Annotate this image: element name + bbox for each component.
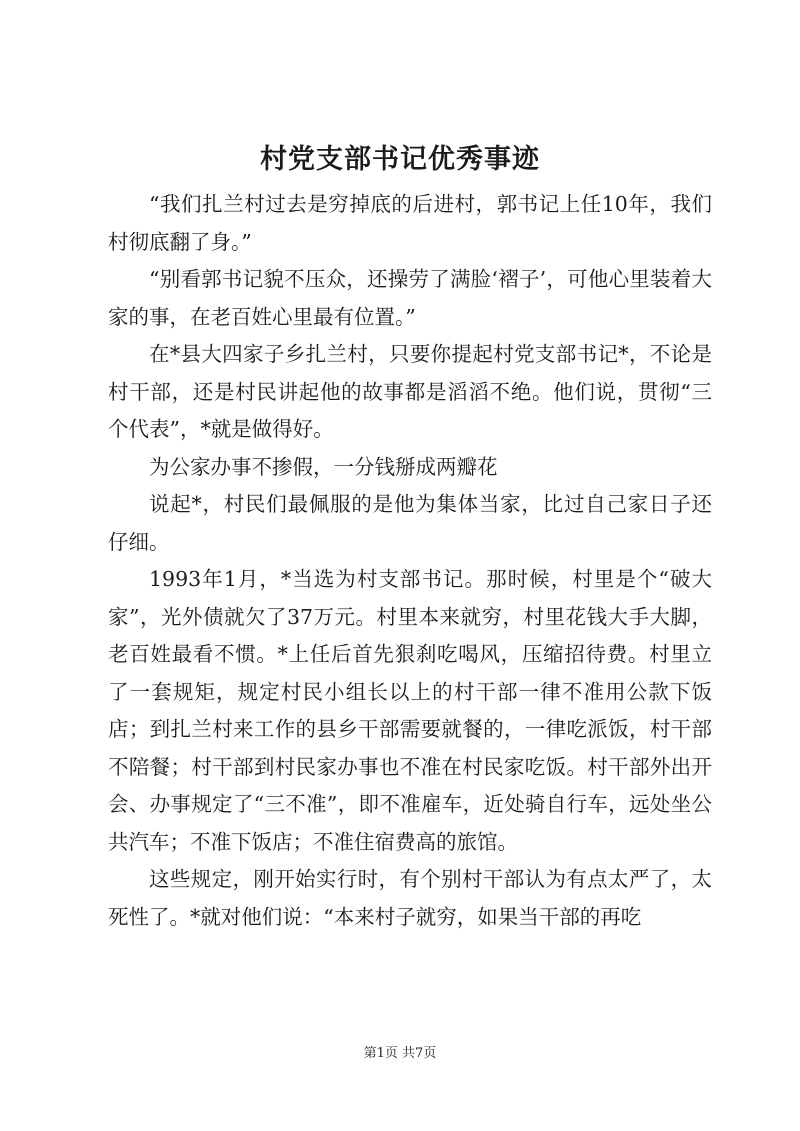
- page-footer: 第1页 共7页: [363, 1046, 437, 1061]
- paragraph-body-2: 1993年1月，*当选为村支部书记。那时候，村里是个“破大家”，光外债就欠了37万元。村里本来就穷，村里花钱大手大脚，老百姓最看不惯。*上任后首先狠刹吃喝风，压缩招待费。村里立了一套规矩，规定村民小组长以上的村干部一律不准用公款下饭店；到扎兰村来工作的县乡干部需要就餐的，一律吃派饭，村干部不陪餐；村干部到村民家办事也不准在村民家吃饭。村干部外出开会、办事规定了“三不准”，即不准雇车，近处骑自行车，远处坐公共汽车；不准下饭店；不准住宿费高的旅馆。: [108, 567, 712, 854]
- paragraph-quote-2: “别看郭书记貌不压众，还操劳了满脸‘褶子’，可他心里装着大家的事，在老百姓心里最有位置。”: [108, 267, 712, 329]
- section-heading: 为公家办事不掺假，一分钱掰成两瓣花: [149, 454, 498, 479]
- document-body: [108, 186, 712, 936]
- paragraph-intro: 在*县大四家子乡扎兰村，只要你提起村党支部书记*，不论是村干部，还是村民讲起他的故事都是滔滔不绝。他们说，贯彻“三个代表”，*就是做得好。: [108, 342, 712, 441]
- document-title: 村党支部书记优秀事迹: [260, 144, 540, 175]
- paragraph-body-3: 这些规定，刚开始实行时，有个别村干部认为有点太严了，太死性了。*就对他们说：“本来村子就穷，如果当干部的再吃: [108, 867, 712, 929]
- paragraph-body-1: 说起*，村民们最佩服的是他为集体当家，比过自己家日子还仔细。: [108, 492, 712, 554]
- paragraph-quote-1: “我们扎兰村过去是穷掉底的后进村，郭书记上任10年，我们村彻底翻了身。”: [108, 192, 712, 254]
